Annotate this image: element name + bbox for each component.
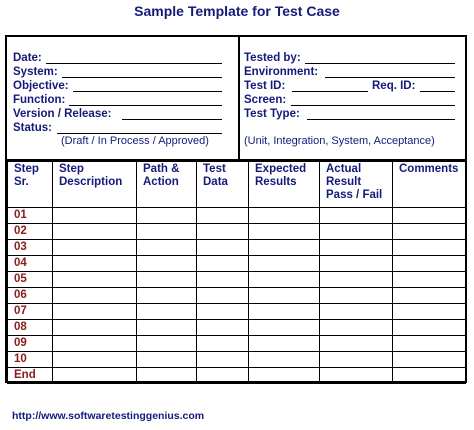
- version-release-label: Version / Release:: [13, 108, 112, 120]
- step-cell[interactable]: [137, 352, 197, 368]
- table-header-row: [8, 162, 466, 208]
- test-case-form: [5, 35, 467, 383]
- environment-line[interactable]: [325, 77, 455, 78]
- step-cell[interactable]: [137, 224, 197, 240]
- step-cell[interactable]: [249, 352, 320, 368]
- step-cell[interactable]: [53, 336, 137, 352]
- req-id-line[interactable]: [420, 91, 455, 92]
- step-cell[interactable]: [137, 320, 197, 336]
- step-number: 09: [8, 336, 53, 352]
- tested-by-label: Tested by:: [244, 52, 301, 64]
- table-row: [8, 288, 466, 304]
- step-cell[interactable]: [197, 272, 249, 288]
- step-number: 01: [8, 208, 53, 224]
- step-cell[interactable]: [197, 352, 249, 368]
- step-cell[interactable]: [320, 320, 393, 336]
- header-comments: Comments: [393, 162, 466, 208]
- step-cell[interactable]: [249, 224, 320, 240]
- date-label: Date:: [13, 52, 42, 64]
- header-actual-result: Actual Result Pass / Fail: [320, 162, 393, 208]
- tested-by-line[interactable]: [305, 63, 455, 64]
- step-cell[interactable]: [320, 256, 393, 272]
- step-cell[interactable]: [249, 304, 320, 320]
- step-cell[interactable]: [53, 352, 137, 368]
- step-cell[interactable]: [393, 256, 466, 272]
- step-cell[interactable]: [249, 288, 320, 304]
- step-cell[interactable]: [320, 272, 393, 288]
- screen-label: Screen:: [244, 94, 287, 106]
- function-label: Function:: [13, 94, 66, 106]
- step-cell[interactable]: [320, 288, 393, 304]
- step-cell[interactable]: [137, 336, 197, 352]
- step-cell[interactable]: [393, 368, 466, 384]
- step-cell[interactable]: [197, 256, 249, 272]
- step-cell[interactable]: [53, 320, 137, 336]
- step-cell[interactable]: [249, 272, 320, 288]
- step-cell[interactable]: [137, 272, 197, 288]
- test-id-label: Test ID:: [244, 80, 286, 92]
- table-row: [8, 208, 466, 224]
- step-number: 03: [8, 240, 53, 256]
- step-cell[interactable]: [53, 272, 137, 288]
- step-cell[interactable]: [393, 352, 466, 368]
- step-cell[interactable]: [393, 304, 466, 320]
- step-cell[interactable]: [53, 304, 137, 320]
- step-cell[interactable]: [53, 240, 137, 256]
- step-cell[interactable]: [249, 320, 320, 336]
- step-number: 10: [8, 352, 53, 368]
- step-cell[interactable]: [249, 336, 320, 352]
- step-cell[interactable]: [53, 224, 137, 240]
- step-cell[interactable]: [137, 240, 197, 256]
- step-cell[interactable]: [197, 320, 249, 336]
- test-type-hint: (Unit, Integration, System, Acceptance): [244, 135, 435, 147]
- step-cell[interactable]: [393, 224, 466, 240]
- req-id-label: Req. ID:: [372, 80, 416, 92]
- header-step-description: Step Description: [53, 162, 137, 208]
- step-cell[interactable]: [197, 368, 249, 384]
- step-number: 02: [8, 224, 53, 240]
- step-cell[interactable]: [197, 336, 249, 352]
- step-number: 04: [8, 256, 53, 272]
- step-cell[interactable]: [137, 368, 197, 384]
- vertical-divider: [238, 37, 240, 159]
- status-label: Status:: [13, 122, 52, 134]
- step-cell[interactable]: [137, 304, 197, 320]
- step-cell[interactable]: [137, 208, 197, 224]
- step-cell[interactable]: [137, 288, 197, 304]
- header-step-sr: Step Sr.: [8, 162, 53, 208]
- table-row: [8, 368, 466, 384]
- step-cell[interactable]: [53, 368, 137, 384]
- environment-label: Environment:: [244, 66, 319, 78]
- status-hint: (Draft / In Process / Approved): [61, 135, 209, 147]
- screen-line[interactable]: [291, 105, 455, 106]
- table-row: [8, 352, 466, 368]
- footer-url[interactable]: http://www.softwaretestinggenius.com: [12, 410, 205, 422]
- step-cell[interactable]: [320, 352, 393, 368]
- table-row: [8, 224, 466, 240]
- step-cell[interactable]: [197, 208, 249, 224]
- version-release-line[interactable]: [122, 119, 222, 120]
- step-cell[interactable]: [393, 240, 466, 256]
- header-test-data: Test Data: [197, 162, 249, 208]
- page-title: Sample Template for Test Case: [134, 3, 340, 19]
- step-cell[interactable]: [53, 288, 137, 304]
- table-row: [8, 336, 466, 352]
- step-cell[interactable]: [320, 208, 393, 224]
- step-cell[interactable]: [249, 368, 320, 384]
- step-cell[interactable]: [393, 288, 466, 304]
- step-cell[interactable]: [320, 240, 393, 256]
- test-type-line[interactable]: [307, 119, 455, 120]
- step-cell[interactable]: [249, 256, 320, 272]
- system-line[interactable]: [62, 77, 222, 78]
- step-cell[interactable]: [320, 304, 393, 320]
- table-row: [8, 240, 466, 256]
- step-cell[interactable]: [393, 208, 466, 224]
- step-cell[interactable]: [197, 240, 249, 256]
- step-cell[interactable]: [197, 304, 249, 320]
- step-cell[interactable]: [137, 256, 197, 272]
- step-cell[interactable]: [320, 224, 393, 240]
- step-cell[interactable]: [320, 336, 393, 352]
- step-number: 08: [8, 320, 53, 336]
- step-number: 05: [8, 272, 53, 288]
- table-row: [8, 320, 466, 336]
- step-cell[interactable]: [393, 272, 466, 288]
- test-id-line[interactable]: [292, 91, 368, 92]
- test-steps-table: [7, 161, 466, 384]
- header-expected-results: Expected Results: [249, 162, 320, 208]
- step-cell[interactable]: [197, 288, 249, 304]
- objective-line[interactable]: [73, 91, 222, 92]
- step-cell[interactable]: [197, 224, 249, 240]
- test-type-label: Test Type:: [244, 108, 300, 120]
- table-row: [8, 272, 466, 288]
- objective-label: Objective:: [13, 80, 69, 92]
- step-cell[interactable]: [53, 256, 137, 272]
- date-line[interactable]: [46, 63, 222, 64]
- step-cell[interactable]: [393, 336, 466, 352]
- step-cell[interactable]: [53, 208, 137, 224]
- system-label: System:: [13, 66, 58, 78]
- step-cell[interactable]: [249, 208, 320, 224]
- table-row: [8, 304, 466, 320]
- step-number: 06: [8, 288, 53, 304]
- step-cell[interactable]: [393, 320, 466, 336]
- step-number: End: [8, 368, 53, 384]
- function-line[interactable]: [69, 105, 222, 106]
- status-line[interactable]: [57, 133, 222, 134]
- step-cell[interactable]: [320, 368, 393, 384]
- table-row: [8, 256, 466, 272]
- step-cell[interactable]: [249, 240, 320, 256]
- header-path-action: Path & Action: [137, 162, 197, 208]
- step-number: 07: [8, 304, 53, 320]
